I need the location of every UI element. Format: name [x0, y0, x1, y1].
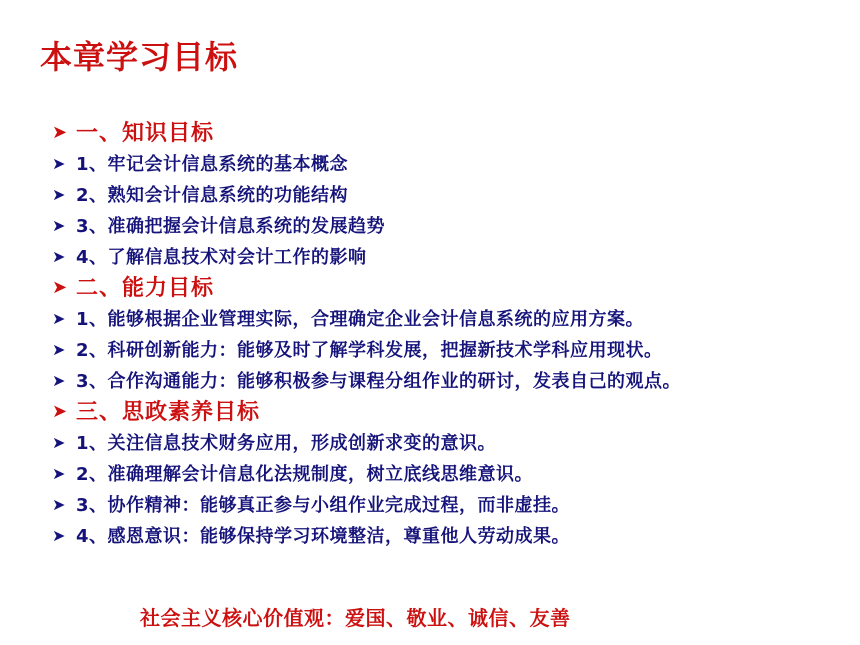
arrow-right-bullet-icon: ➤ [52, 216, 66, 235]
slide-title: 本章学习目标 [40, 38, 239, 76]
list-item [52, 302, 842, 333]
list-item-text: 3、合作沟通能力：能够积极参与课程分组作业的研讨，发表自己的观点。 [76, 370, 682, 392]
arrow-right-bullet-icon: ➤ [52, 401, 69, 422]
arrow-right-bullet-icon: ➤ [52, 464, 66, 483]
arrow-right-bullet-icon: ➤ [52, 154, 66, 173]
arrow-right-bullet-icon: ➤ [52, 340, 66, 359]
list-item-text: 1、能够根据企业管理实际，合理确定企业会计信息系统的应用方案。 [76, 308, 645, 330]
list-item-text: 3、准确把握会计信息系统的发展趋势 [76, 215, 386, 237]
section-heading-label: 一、知识目标 [76, 121, 215, 146]
arrow-right-bullet-icon: ➤ [52, 122, 69, 143]
list-item-text: 1、牢记会计信息系统的基本概念 [76, 153, 349, 175]
section-heading-ideology [52, 395, 842, 426]
arrow-right-bullet-icon: ➤ [52, 495, 66, 514]
section-heading-label: 三、思政素养目标 [76, 400, 261, 425]
section-heading-ability [52, 271, 842, 302]
list-item [52, 333, 842, 364]
list-item [52, 147, 842, 178]
section-heading-label: 二、能力目标 [76, 276, 215, 301]
arrow-right-bullet-icon: ➤ [52, 277, 69, 298]
list-item [52, 457, 842, 488]
core-values-footer: 社会主义核心价值观：爱国、敬业、诚信、友善 [140, 606, 571, 630]
list-item-text: 1、关注信息技术财务应用，形成创新求变的意识。 [76, 432, 497, 454]
list-item-text: 2、熟知会计信息系统的功能结构 [76, 184, 349, 206]
arrow-right-bullet-icon: ➤ [52, 526, 66, 545]
arrow-right-bullet-icon: ➤ [52, 309, 66, 328]
list-item [52, 519, 842, 550]
list-item-text: 2、科研创新能力：能够及时了解学科发展，把握新技术学科应用现状。 [76, 339, 663, 361]
list-item [52, 364, 842, 395]
section-heading-knowledge [52, 116, 842, 147]
arrow-right-bullet-icon: ➤ [52, 371, 66, 390]
list-item-text: 2、准确理解会计信息化法规制度，树立底线思维意识。 [76, 463, 534, 485]
arrow-right-bullet-icon: ➤ [52, 433, 66, 452]
arrow-right-bullet-icon: ➤ [52, 185, 66, 204]
list-item [52, 178, 842, 209]
list-item [52, 240, 842, 271]
list-item [52, 209, 842, 240]
arrow-right-bullet-icon: ➤ [52, 247, 66, 266]
list-item [52, 488, 842, 519]
objectives-list [52, 116, 842, 550]
list-item-text: 4、感恩意识：能够保持学习环境整洁，尊重他人劳动成果。 [76, 525, 571, 547]
list-item [52, 426, 842, 457]
list-item-text: 4、了解信息技术对会计工作的影响 [76, 246, 367, 268]
list-item-text: 3、协作精神：能够真正参与小组作业完成过程，而非虚挂。 [76, 494, 571, 516]
